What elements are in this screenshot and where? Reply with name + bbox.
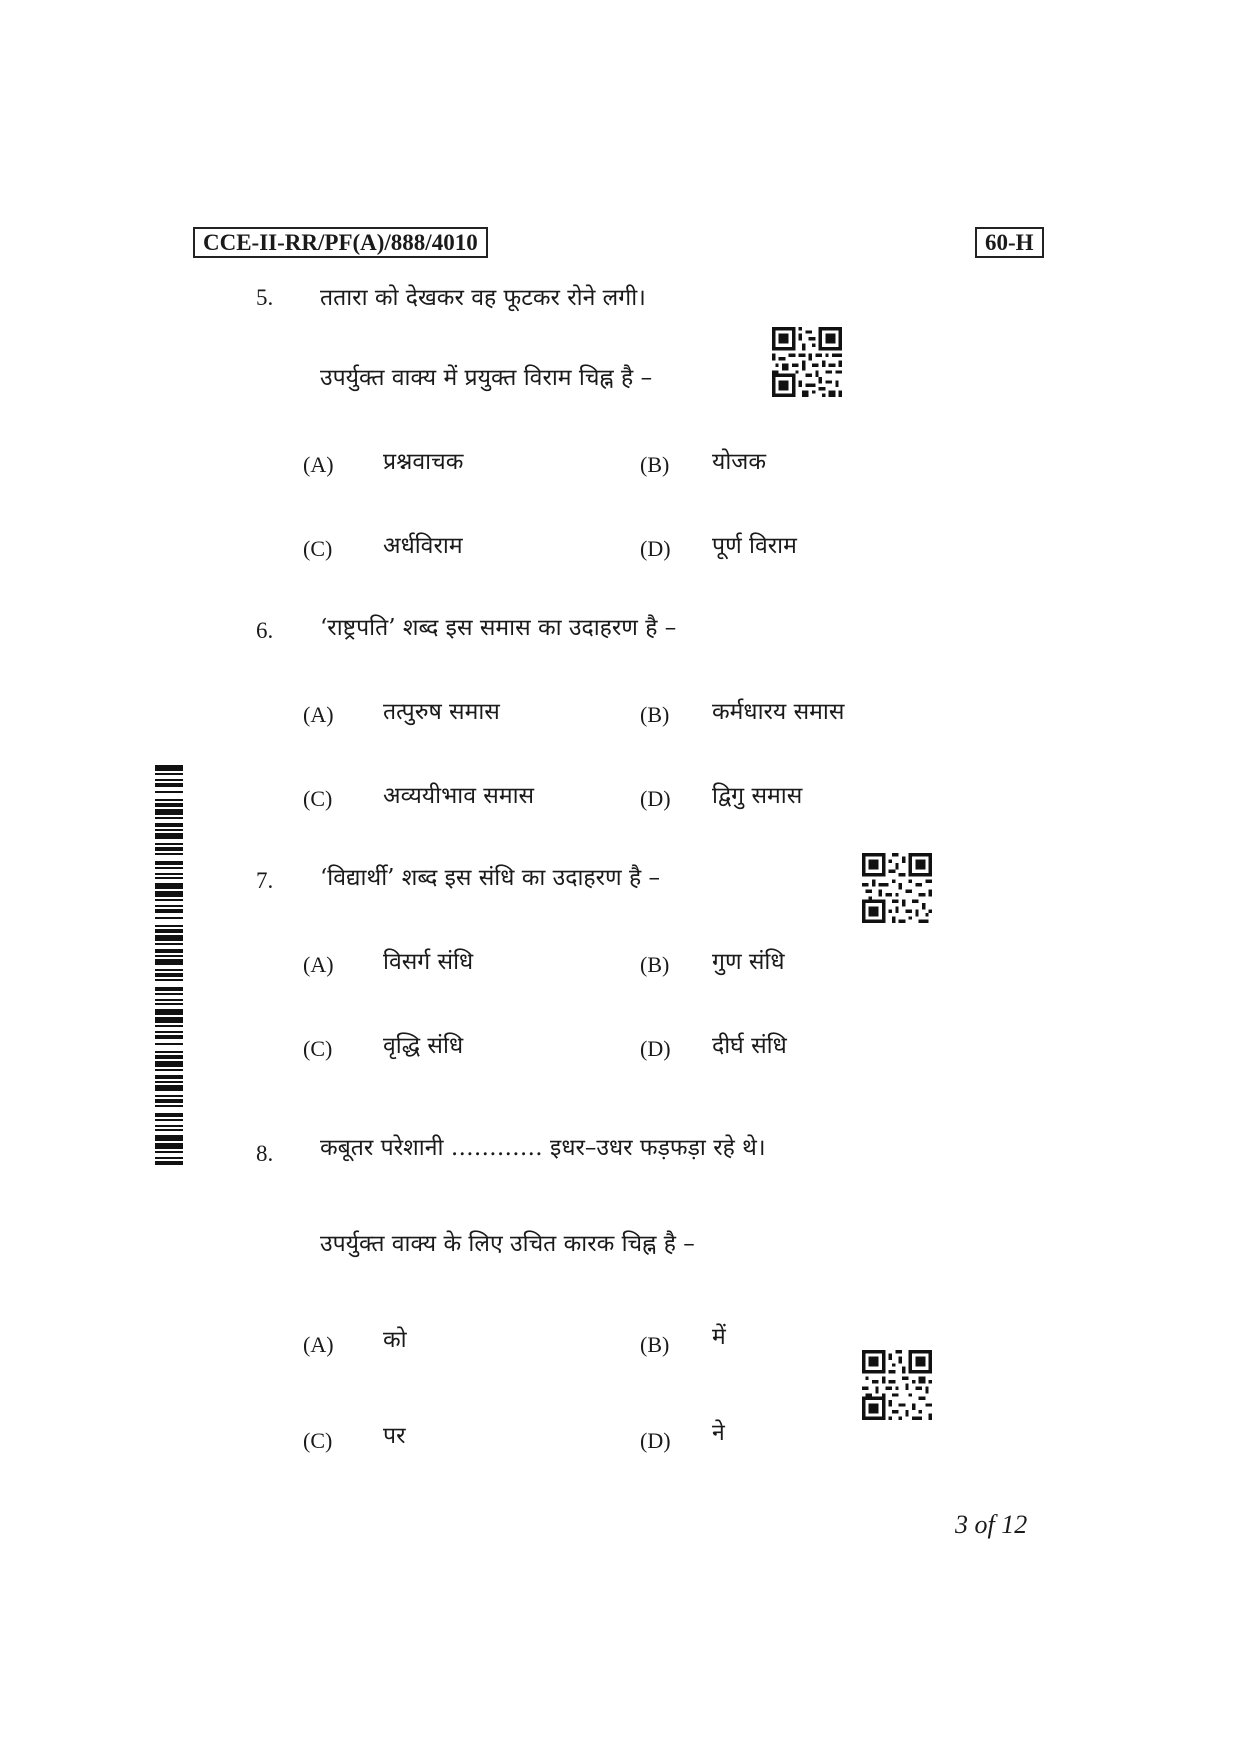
option-text: को — [383, 1327, 407, 1353]
qr-code-icon — [862, 1350, 932, 1420]
option-label: (D) — [640, 1428, 671, 1453]
option-label: (B) — [640, 702, 670, 727]
option-label: (C) — [303, 1036, 333, 1061]
option-label: (D) — [640, 1036, 671, 1061]
question-prompt: उपर्युक्त वाक्य में प्रयुक्त विराम चिह्न है – — [320, 365, 653, 391]
question-text: कबूतर परेशानी ………… इधर–उधर फड़फड़ा रहे थे। — [320, 1135, 766, 1161]
question-prompt: उपर्युक्त वाक्य के लिए उचित कारक चिह्न है – — [320, 1231, 695, 1257]
option-text: अव्ययीभाव समास — [383, 783, 535, 809]
option-label: (D) — [640, 786, 671, 811]
set-code: 60-H — [975, 227, 1044, 258]
option-label: (A) — [303, 452, 334, 477]
option-label: (D) — [640, 536, 671, 561]
option-text: वृद्धि संधि — [383, 1033, 464, 1059]
option-label: (B) — [640, 1332, 670, 1357]
question-number: 8. — [256, 1141, 274, 1166]
option-text: कर्मधारय समास — [712, 699, 845, 725]
question-number: 5. — [256, 285, 274, 310]
question-number: 7. — [256, 868, 274, 893]
option-text: प्रश्नवाचक — [383, 449, 464, 475]
question-text: ततारा को देखकर वह फूटकर रोने लगी। — [320, 285, 646, 311]
option-text: तत्पुरुष समास — [383, 699, 500, 725]
paper-code: CCE-II-RR/PF(A)/888/4010 — [193, 227, 488, 258]
page-indicator: 3 of 12 — [955, 1510, 1028, 1539]
question-text: ‘राष्ट्रपति’ शब्द इस समास का उदाहरण है – — [320, 615, 677, 641]
option-label: (A) — [303, 952, 334, 977]
option-label: (B) — [640, 952, 670, 977]
qr-code-icon — [772, 327, 842, 397]
option-text: में — [712, 1324, 726, 1350]
option-text: योजक — [712, 449, 767, 475]
qr-code-icon — [862, 853, 932, 923]
question-text: ‘विद्यार्थी’ शब्द इस संधि का उदाहरण है – — [320, 865, 661, 891]
barcode-icon — [155, 765, 183, 1165]
option-label: (C) — [303, 1428, 333, 1453]
option-text: ने — [712, 1420, 725, 1446]
option-text: दीर्घ संधि — [712, 1033, 787, 1059]
option-text: अर्धविराम — [383, 533, 463, 559]
option-text: द्विगु समास — [712, 783, 803, 809]
question-number: 6. — [256, 618, 274, 643]
option-label: (B) — [640, 452, 670, 477]
option-text: पर — [383, 1423, 406, 1449]
option-label: (C) — [303, 786, 333, 811]
option-text: विसर्ग संधि — [383, 949, 474, 975]
option-text: गुण संधि — [712, 949, 785, 975]
option-text: पूर्ण विराम — [712, 533, 797, 559]
option-label: (C) — [303, 536, 333, 561]
option-label: (A) — [303, 702, 334, 727]
option-label: (A) — [303, 1332, 334, 1357]
